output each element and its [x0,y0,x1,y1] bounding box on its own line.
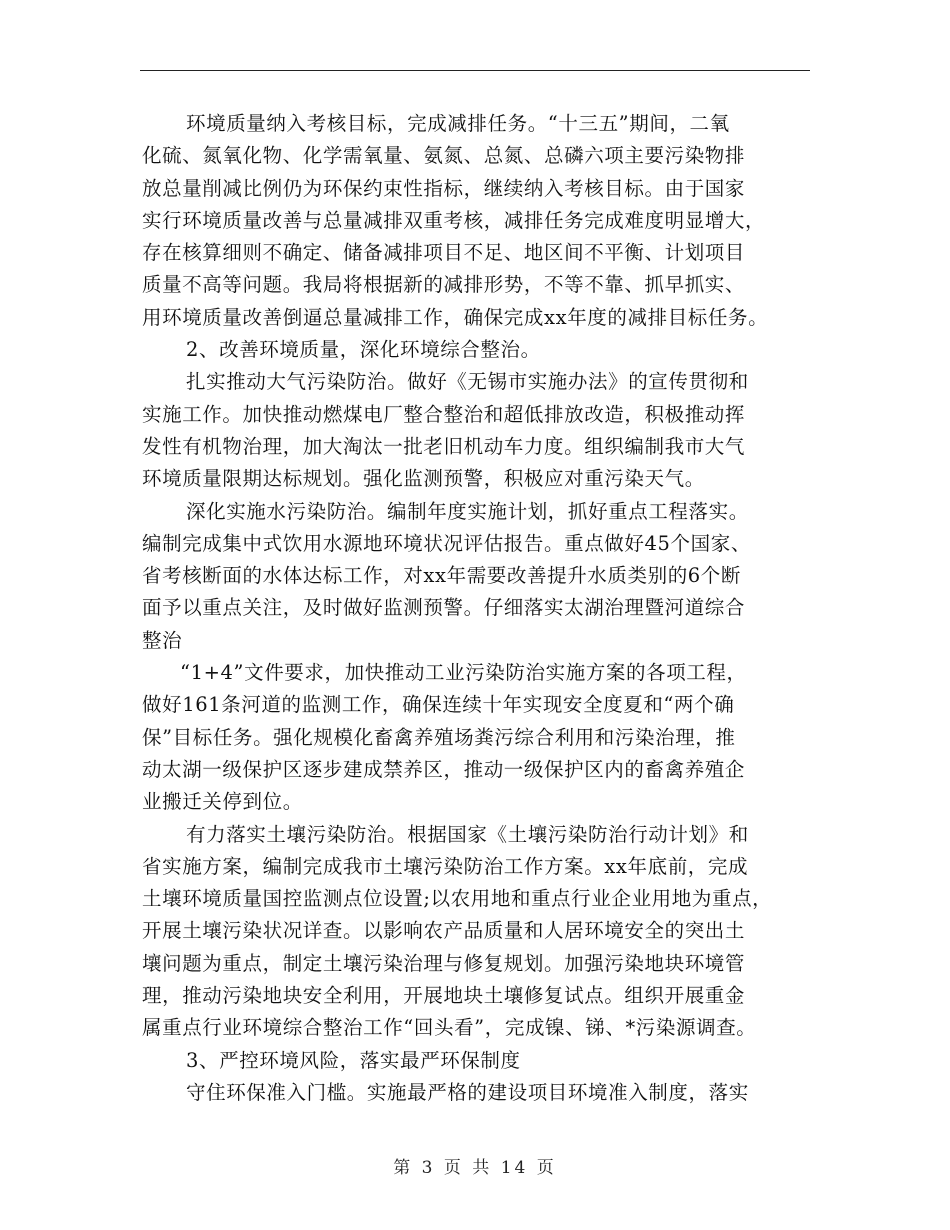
text-line: 3、严控环境风险，落实最严环保制度 [186,1048,521,1072]
text-line: 属重点行业环境综合整治工作“回头看”，完成镍、锑、*污染源调查。 [142,1016,757,1040]
text-line: 发性有机物治理，加大淘汰一批老旧机动车力度。组织编制我市大气 [142,434,746,458]
text-line: 化硫、氮氧化物、化学需氧量、氨氮、总氮、总磷六项主要污染物排 [142,144,746,168]
text-line: 放总量削减比例仍为环保约束性指标，继续纳入考核目标。由于国家 [142,176,746,200]
text-line: 面予以重点关注，及时做好监测预警。仔细落实太湖治理暨河道综合 [142,596,746,620]
text-line: 做好161条河道的监测工作，确保连续十年实现安全度夏和“两个确 [142,693,735,717]
text-line: 业搬迁关停到位。 [142,790,303,814]
text-line: 深化实施水污染防治。编制年度实施计划，抓好重点工程落实。 [186,499,749,523]
text-line: 有力落实土壤污染防治。根据国家《土壤污染防治行动计划》和 [186,822,749,846]
text-line: 壤问题为重点，制定土壤污染治理与修复规划。加强污染地块环境管 [142,951,746,975]
text-line: 整治 [142,628,183,652]
text-line: 实施工作。加快推动燃煤电厂整合整治和超低排放改造，积极推动挥 [142,402,746,426]
document-body [142,108,822,1109]
text-line: 质量不高等问题。我局将根据新的减排形势，不等不靠、抓早抓实、 [142,273,746,297]
text-line: 省考核断面的水体达标工作，对xx年需要改善提升水质类别的6个断 [142,564,742,588]
text-line: 环境质量限期达标规划。强化监测预警，积极应对重污染天气。 [142,467,705,491]
text-line: 环境质量纳入考核目标，完成减排任务。“十三五”期间，二氧 [186,112,730,135]
text-line: 扎实推动大气污染防治。做好《无锡市实施办法》的宣传贯彻和 [186,370,749,394]
text-line: “1+4”文件要求，加快推动工业污染防治实施方案的各项工程， [180,661,747,685]
text-line: 土壤环境质量国控监测点位设置;以农用地和重点行业企业用地为重点， [142,887,773,911]
text-line: 编制完成集中式饮用水源地环境状况评估报告。重点做好45个国家、 [142,531,751,555]
page-number: 第 3 页 共 14 页 [393,1158,557,1178]
text-line: 动太湖一级保护区逐步建成禁养区，推动一级保护区内的畜禽养殖企 [142,757,746,781]
text-line: 保”目标任务。强化规模化畜禽养殖场粪污综合利用和污染治理，推 [142,725,736,749]
text-line: 省实施方案，编制完成我市土壤污染防治工作方案。xx年底前，完成 [142,854,749,878]
text-line: 实行环境质量改善与总量减排双重考核，减排任务完成难度明显增大， [142,208,766,232]
text-line: 2、改善环境质量，深化环境综合整治。 [186,338,541,362]
text-line: 存在核算细则不确定、储备减排项目不足、地区间不平衡、计划项目 [142,241,746,265]
text-line: 开展土壤污染状况详查。以影响农产品质量和人居环境安全的突出土 [142,919,746,943]
header-rule [140,70,810,71]
text-line: 守住环保准入门槛。实施最严格的建设项目环境准入制度，落实 [186,1080,749,1104]
text-line: 用环境质量改善倒逼总量减排工作，确保完成xx年度的减排目标任务。 [142,305,769,329]
text-line: 理，推动污染地块安全利用，开展地块土壤修复试点。组织开展重金 [142,984,746,1008]
